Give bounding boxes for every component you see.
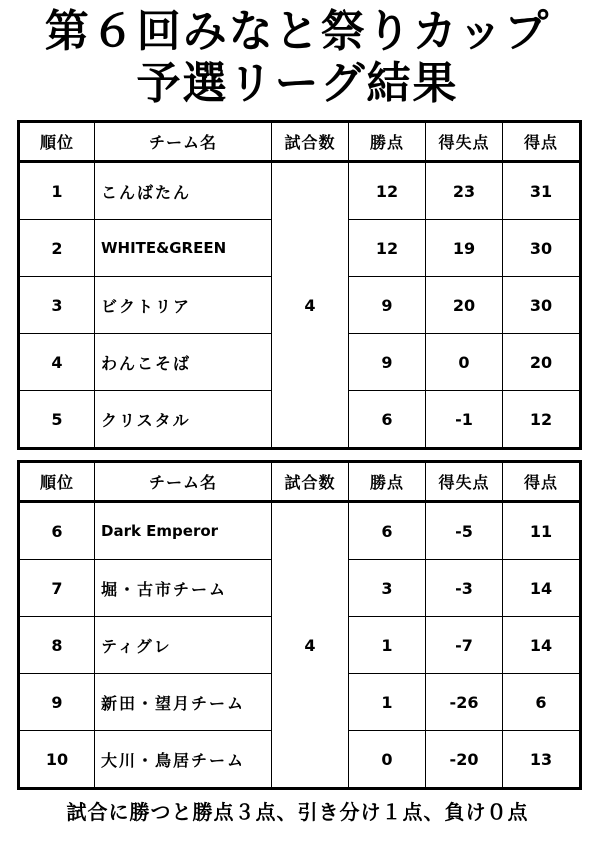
header-points: 勝点 bbox=[349, 122, 426, 162]
points-cell: 6 bbox=[349, 391, 426, 449]
diff-cell: -1 bbox=[426, 391, 503, 449]
rank-cell: 10 bbox=[19, 731, 95, 789]
diff-cell: 20 bbox=[426, 277, 503, 334]
header-goals: 得点 bbox=[503, 462, 581, 502]
rank-cell: 7 bbox=[19, 560, 95, 617]
points-cell: 6 bbox=[349, 502, 426, 560]
points-cell: 0 bbox=[349, 731, 426, 789]
rank-cell: 4 bbox=[19, 334, 95, 391]
team-cell: 新田・望月チーム bbox=[95, 674, 272, 731]
points-cell: 9 bbox=[349, 277, 426, 334]
rank-cell: 6 bbox=[19, 502, 95, 560]
header-rank: 順位 bbox=[19, 462, 95, 502]
rank-cell: 8 bbox=[19, 617, 95, 674]
rank-cell: 9 bbox=[19, 674, 95, 731]
diff-cell: -3 bbox=[426, 560, 503, 617]
goals-cell: 12 bbox=[503, 391, 581, 449]
diff-cell: 0 bbox=[426, 334, 503, 391]
rank-cell: 1 bbox=[19, 162, 95, 220]
team-cell: 大川・鳥居チーム bbox=[95, 731, 272, 789]
points-cell: 12 bbox=[349, 220, 426, 277]
goals-cell: 20 bbox=[503, 334, 581, 391]
table-row bbox=[19, 502, 581, 560]
points-cell: 1 bbox=[349, 617, 426, 674]
rank-cell: 3 bbox=[19, 277, 95, 334]
goals-cell: 14 bbox=[503, 560, 581, 617]
header-games: 試合数 bbox=[272, 462, 349, 502]
goals-cell: 30 bbox=[503, 220, 581, 277]
page-subtitle: 予選リーグ結果 bbox=[136, 58, 459, 109]
header-team: チーム名 bbox=[95, 462, 272, 502]
goals-cell: 13 bbox=[503, 731, 581, 789]
header-rank: 順位 bbox=[19, 122, 95, 162]
diff-cell: -5 bbox=[426, 502, 503, 560]
team-cell: クリスタル bbox=[95, 391, 272, 449]
header-team: チーム名 bbox=[95, 122, 272, 162]
goals-cell: 11 bbox=[503, 502, 581, 560]
diff-cell: 19 bbox=[426, 220, 503, 277]
rank-cell: 2 bbox=[19, 220, 95, 277]
rank-cell: 5 bbox=[19, 391, 95, 449]
team-cell: Dark Emperor bbox=[95, 502, 272, 560]
diff-cell: 23 bbox=[426, 162, 503, 220]
points-cell: 9 bbox=[349, 334, 426, 391]
header-goals: 得点 bbox=[503, 122, 581, 162]
games-cell: 4 bbox=[272, 502, 349, 789]
table-header-row bbox=[19, 462, 581, 502]
games-cell: 4 bbox=[272, 162, 349, 449]
team-cell: ビクトリア bbox=[95, 277, 272, 334]
goals-cell: 30 bbox=[503, 277, 581, 334]
header-points: 勝点 bbox=[349, 462, 426, 502]
goals-cell: 14 bbox=[503, 617, 581, 674]
header-diff: 得失点 bbox=[426, 122, 503, 162]
points-cell: 3 bbox=[349, 560, 426, 617]
diff-cell: -20 bbox=[426, 731, 503, 789]
team-cell: ティグレ bbox=[95, 617, 272, 674]
league-table-group-1 bbox=[17, 120, 582, 450]
team-cell: 堀・古市チーム bbox=[95, 560, 272, 617]
team-cell: WHITE&GREEN bbox=[95, 220, 272, 277]
points-cell: 1 bbox=[349, 674, 426, 731]
table-row bbox=[19, 162, 581, 220]
team-cell: こんばたん bbox=[95, 162, 272, 220]
header-games: 試合数 bbox=[272, 122, 349, 162]
header-diff: 得失点 bbox=[426, 462, 503, 502]
goals-cell: 31 bbox=[503, 162, 581, 220]
league-table-group-2 bbox=[17, 460, 582, 790]
points-cell: 12 bbox=[349, 162, 426, 220]
diff-cell: -26 bbox=[426, 674, 503, 731]
goals-cell: 6 bbox=[503, 674, 581, 731]
page-title: 第６回みなと祭りカップ bbox=[44, 6, 551, 57]
diff-cell: -7 bbox=[426, 617, 503, 674]
team-cell: わんこそば bbox=[95, 334, 272, 391]
points-rule-note: 試合に勝つと勝点３点、引き分け１点、負け０点 bbox=[66, 800, 529, 824]
table-header-row bbox=[19, 122, 581, 162]
